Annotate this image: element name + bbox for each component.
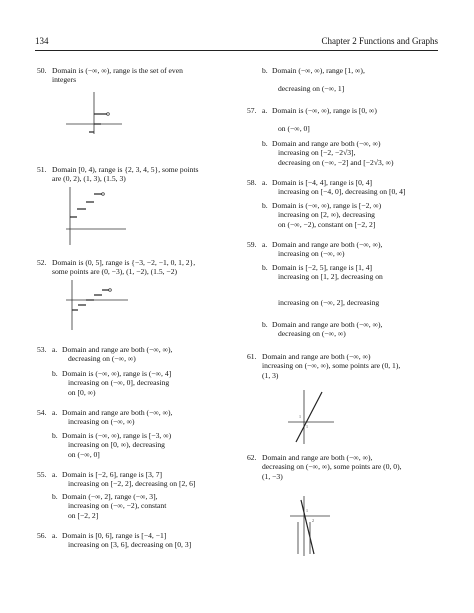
exercise-55a: a. Domain is [−2, 6], range is [3, 7] increasing on [−2, 2], decreasing on [2, 6] — [52, 470, 196, 489]
exercise-55b: b. Domain (−∞, 2], range (−∞, 3], increasing on (−∞, −2), constant on [−2, 2] — [52, 492, 167, 520]
exercise-62-line3: (1, −3) — [262, 471, 283, 481]
exercise-52-line2: some points are (0, −3), (1, −2), (1.5, −2) — [52, 267, 178, 277]
exercise-56b: b. Domain (−∞, ∞), range [1, ∞), decreasing on (−∞, 1] — [262, 66, 365, 93]
graph-52 — [62, 278, 132, 333]
exercise-57a: a. Domain is (−∞, ∞), range is [0, ∞) on (−∞, 0] — [262, 106, 377, 133]
graph-61 — [286, 388, 338, 446]
exercise-54a: a. Domain and range are both (−∞, ∞), increasing on (−∞, ∞) — [52, 408, 173, 427]
exercise-57b: b. Domain and range are both (−∞, ∞) increasing on [−2, −2√3], decreasing on (−∞, −2] and [−2√3, ∞) — [262, 139, 394, 167]
exercise-59a: a. Domain and range are both (−∞, ∞), increasing on (−∞, ∞) — [262, 240, 383, 259]
exercise-56a: a. Domain is [0, 6], range is [−4, −1] increasing on [3, 6], decreasing on [0, 3] — [52, 531, 192, 550]
svg-text:2: 2 — [312, 518, 314, 523]
exercise-61-line2: increasing on (−∞, ∞), some points are (0, 1), — [262, 361, 401, 371]
svg-text:1: 1 — [306, 508, 308, 513]
graph-50 — [64, 90, 124, 135]
header-rule — [35, 50, 438, 51]
exercise-62-line2: decreasing on (−∞, ∞), some points are (0, 0), — [262, 462, 402, 472]
exercise-50-line2: integers — [52, 75, 77, 85]
exercise-51-line2: are (0, 2), (1, 3), (1.5, 3) — [52, 174, 126, 184]
exercise-53b: b. Domain is (−∞, ∞), range is (−∞, 4] increasing on (−∞, 0], decreasing on [0, ∞) — [52, 369, 172, 397]
svg-text:1: 1 — [299, 414, 301, 419]
chapter-title: Chapter 2 Functions and Graphs — [321, 36, 438, 46]
exercise-54b: b. Domain is (−∞, ∞), range is [−3, ∞) increasing on [0, ∞), decreasing on (−∞, 0] — [52, 431, 172, 459]
exercise-53a: a. Domain and range are both (−∞, ∞), decreasing on (−∞, ∞) — [52, 345, 173, 364]
exercise-61-line3: (1, 3) — [262, 370, 279, 380]
exercise-58a: a. Domain is [−4, 4], range is [0, 4] increasing on [−4, 0], decreasing on [0, 4] — [262, 178, 406, 197]
exercise-59c: b. Domain and range are both (−∞, ∞), decreasing on (−∞, ∞) — [262, 320, 383, 339]
exercise-59b: b. Domain is [−2, 5], range is [1, 4] increasing on [1, 2], decreasing on increasing on (−∞, 2], decreasing — [262, 263, 383, 307]
exercise-58b: b. Domain is (−∞, ∞), range is [−2, ∞) increasing on [2, ∞), decreasing on (−∞, −2), constant on [−2, 2] — [262, 201, 382, 229]
page-number: 134 — [35, 36, 49, 46]
graph-62 — [288, 494, 334, 558]
running-header — [35, 37, 438, 49]
svg-text:1: 1 — [306, 424, 308, 429]
graph-51 — [62, 185, 128, 250]
